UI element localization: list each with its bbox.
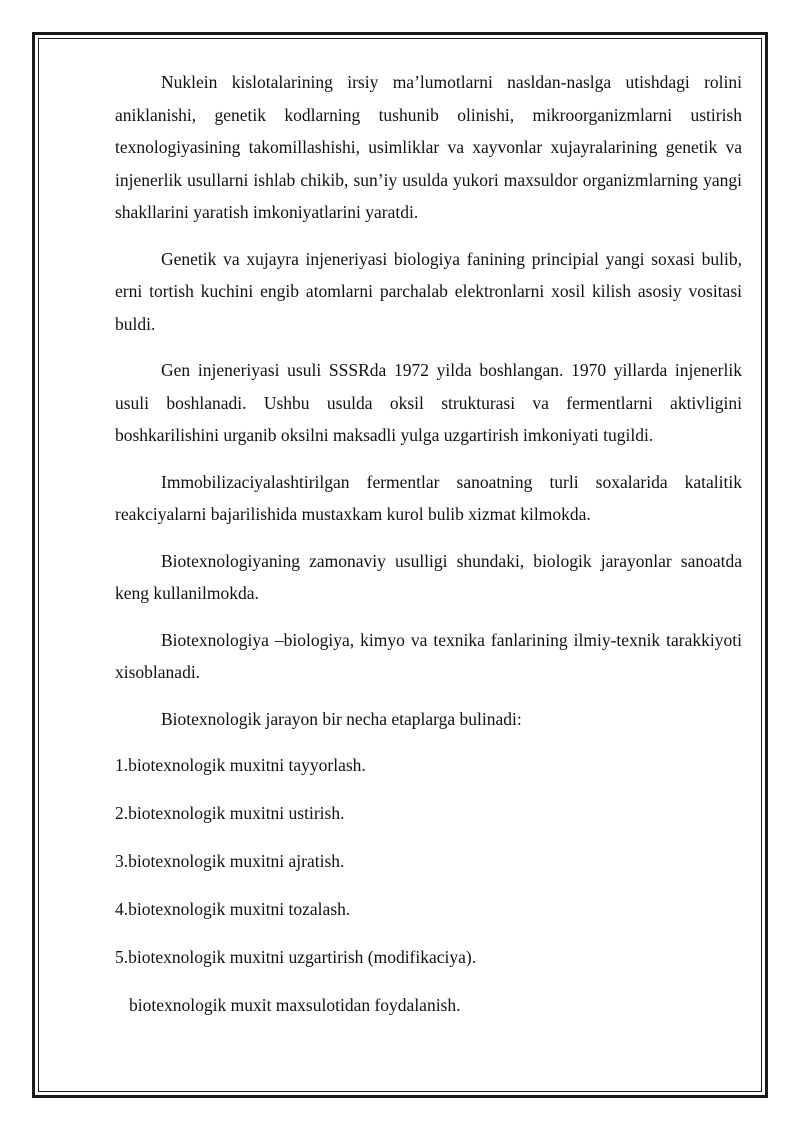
list-item: 4.biotexnologik muxitni tozalash. (115, 899, 351, 919)
paragraph-2: Genetik va xujayra injeneriyasi biologiya fanining principial yangi soxasi bulib, erni tortish kuchini engib atomlarni parchalab elektronlarni xosil kilish asosiy vositasi buldi. (115, 248, 742, 334)
list-item: 2.biotexnologik muxitni ustirish. (115, 803, 345, 823)
paragraph-7: Biotexnologik jarayon bir necha etaplarga bulinadi: (161, 708, 522, 729)
paragraph-6: Biotexnologiya –biologiya, kimyo va texnika fanlarining ilmiy-texnik tarakkiyoti xisoblanadi. (115, 629, 742, 682)
stages-list (115, 749, 742, 974)
list-item: 5.biotexnologik muxitni uzgartirish (modifikaciya). (115, 947, 477, 967)
paragraph-5: Biotexnologiyaning zamonaviy usulligi shundaki, biologik jarayonlar sanoatda keng kullanilmokda. (115, 550, 742, 603)
list-item: 1.biotexnologik muxitni tayyorlash. (115, 755, 366, 775)
document-body (115, 66, 742, 1022)
paragraph-1: Nuklein kislotalarining irsiy ma’lumotlarni nasldan-naslga utishdagi rolini aniklanishi, genetik kodlarning tushunib olinishi, mikroorganizmlarni ustirish texnologiyasining takomillashishi, usimliklar va xayvonlar xujayralarining genetik va injenerlik usullarni ishlab chikib, sun’iy usulda yukori maxsuldor organizmlarning yangi shakllarini yaratish imkoniyatlarini yaratdi. (115, 72, 742, 222)
paragraph-3: Gen injeneriyasi usuli SSSRda 1972 yilda boshlangan. 1970 yillarda injenerlik usuli boshlanadi. Ushbu usulda oksil strukturasi va fermentlarni aktivligini boshkarilishini urganib oksilni maksadli yulga uzgartirish imkoniyati tugildi. (115, 360, 742, 445)
list-item: 3.biotexnologik muxitni ajratish. (115, 851, 345, 871)
paragraph-4: Immobilizaciyalashtirilgan fermentlar sanoatning turli soxalarida katalitik reakciyalarni bajarilishida mustaxkam kurol bulib xizmat kilmokda. (115, 471, 742, 524)
final-line: biotexnologik muxit maxsulotidan foydalanish. (129, 995, 461, 1015)
